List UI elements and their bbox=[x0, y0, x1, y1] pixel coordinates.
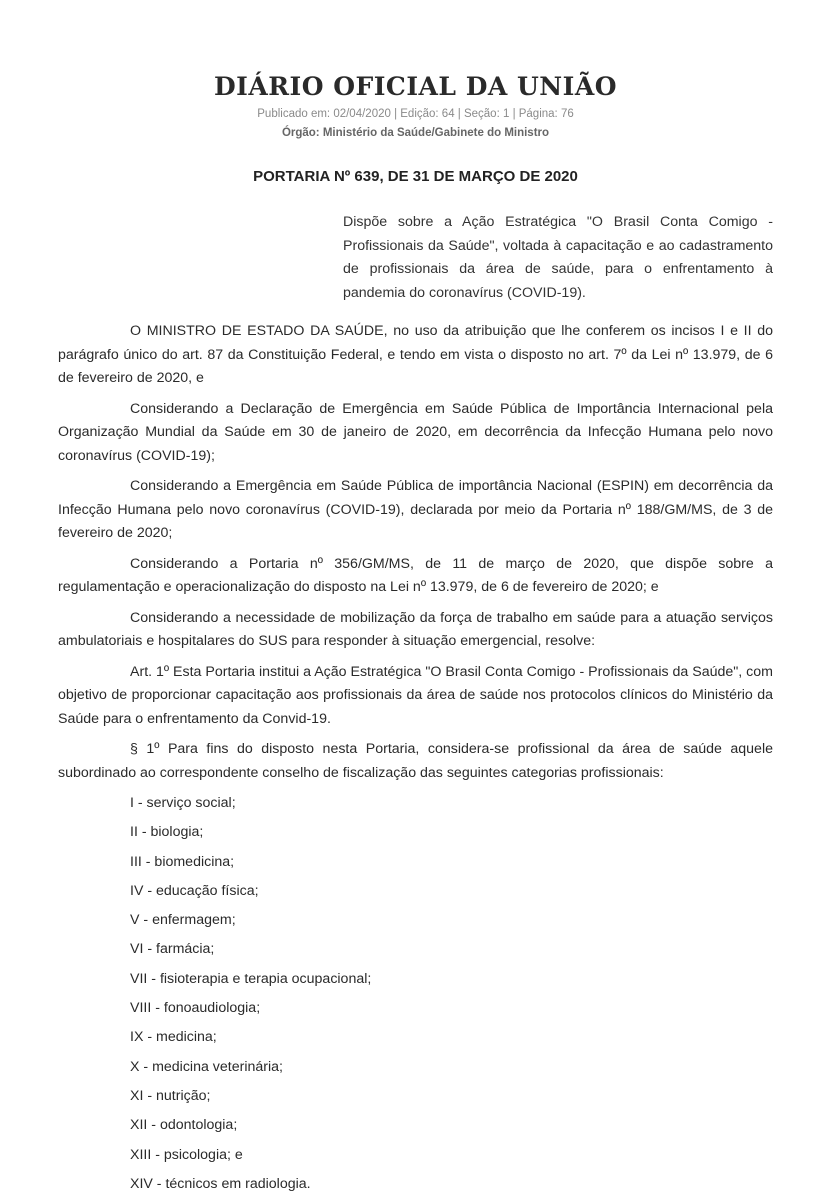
list-item: I - serviço social; bbox=[130, 795, 236, 811]
list-item: XIII - psicologia; e bbox=[130, 1146, 243, 1163]
list-item: IX - medicina; bbox=[130, 1029, 217, 1046]
paragraph-considering-1: Considerando a Declaração de Emergência em Saúde Pública de Importância Internacional pela Organização Mundial da Saúde em 30 de janeiro de 2020, em decorrência da Infecção Humana pelo novo coronavírus (COVID-19); bbox=[58, 400, 773, 464]
list-item: XIV - técnicos em radiologia. bbox=[130, 1175, 311, 1192]
organ-value: Ministério da Saúde/Gabinete do Ministro bbox=[322, 127, 550, 139]
newspaper-title: DIÁRIO OFICIAL DA UNIÃO bbox=[213, 72, 618, 101]
paragraph-considering-4: Considerando a necessidade de mobilização da força de trabalho em saúde para a atuação serviços ambulatoriais e hospitalares do SUS para responder à situação emergencial, resolve: bbox=[58, 609, 773, 649]
list-item: X - medicina veterinária; bbox=[130, 1058, 283, 1075]
list-item: V - enfermagem; bbox=[130, 912, 236, 929]
publication-info: Publicado em: 02/04/2020 | Edição: 64 | Seção: 1 | Página: 76 bbox=[257, 108, 574, 120]
professional-categories-list bbox=[58, 792, 773, 1202]
list-item: IV - educação física; bbox=[130, 882, 259, 899]
list-item: VI - farmácia; bbox=[130, 941, 215, 958]
paragraph-article-1: Art. 1º Esta Portaria institui a Ação Estratégica "O Brasil Conta Comigo - Profissionais da Saúde", com objetivo de proporcionar capacitação aos profissionais da área de saúde nos protocolos clínicos do Ministério da Saúde para o enfrentamento da Convid-19. bbox=[58, 663, 773, 727]
list-item: XI - nutrição; bbox=[130, 1087, 211, 1104]
act-summary: Dispõe sobre a Ação Estratégica "O Brasil Conta Comigo - Profissionais da Saúde", voltada à capacitação e ao cadastramento de profissionais da área de saúde, para o enfrentamento à pandemia do coronavírus (COVID-19). bbox=[343, 214, 773, 301]
act-title: PORTARIA Nº 639, DE 31 DE MARÇO DE 2020 bbox=[253, 168, 578, 185]
list-item: VIII - fonoaudiologia; bbox=[130, 1000, 261, 1017]
organ-label: Órgão: bbox=[281, 127, 320, 139]
issuing-organ bbox=[0, 127, 831, 139]
act-body bbox=[58, 320, 773, 1202]
paragraph-preamble: O MINISTRO DE ESTADO DA SAÚDE, no uso da atribuição que lhe conferem os incisos I e II do parágrafo único do art. 87 da Constituição Federal, e tendo em vista o disposto no art. 7º da Lei nº 13.979, de 6 de fevereiro de 2020, e bbox=[58, 323, 773, 386]
paragraph-considering-2: Considerando a Emergência em Saúde Pública de importância Nacional (ESPIN) em decorrência da Infecção Humana pelo novo coronavírus (COVID-19), declarada por meio da Portaria nº 188/GM/MS, de 3 de fevereiro de 2020; bbox=[58, 478, 773, 541]
list-item: II - biologia; bbox=[130, 824, 204, 841]
paragraph-section-1: § 1º Para fins do disposto nesta Portaria, considera-se profissional da área de saúde aquele subordinado ao correspondente conselho de fiscalização das seguintes categorias profissionais: bbox=[58, 741, 773, 781]
list-item: XII - odontologia; bbox=[130, 1117, 238, 1134]
list-item: III - biomedicina; bbox=[130, 853, 235, 870]
list-item: VII - fisioterapia e terapia ocupacional; bbox=[130, 970, 372, 987]
paragraph-considering-3: Considerando a Portaria nº 356/GM/MS, de 11 de março de 2020, que dispõe sobre a regulamentação e operacionalização do disposto na Lei nº 13.979, de 6 de fevereiro de 2020; e bbox=[58, 555, 773, 595]
